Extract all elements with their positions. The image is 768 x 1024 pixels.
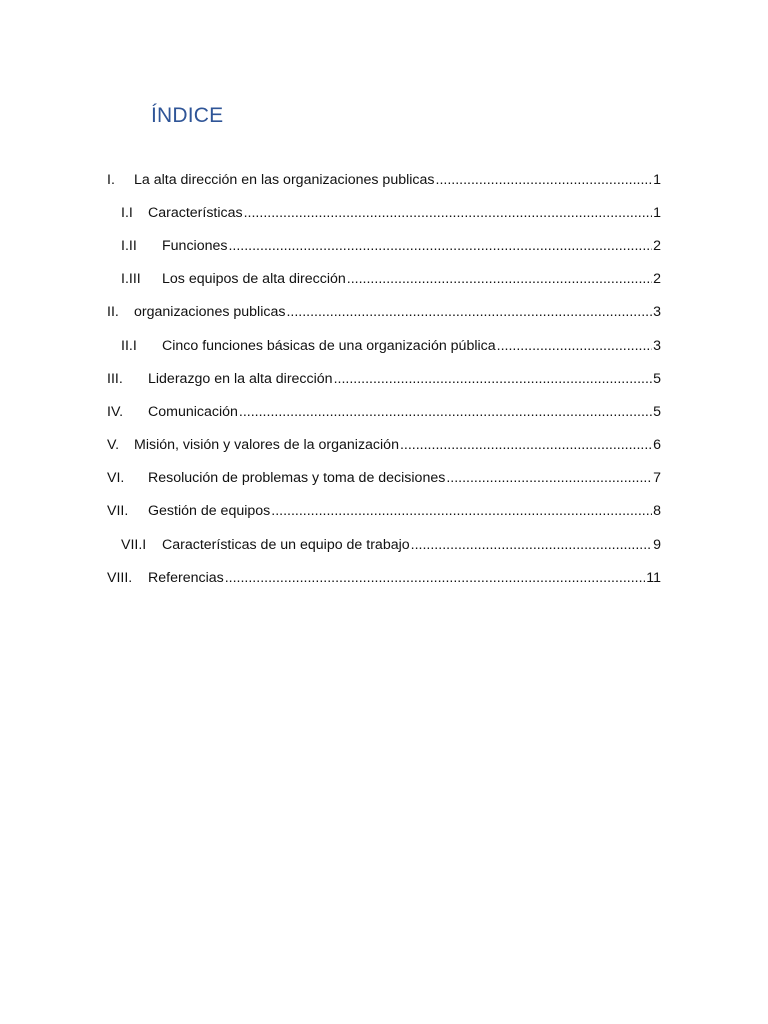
toc-entry-number: VII. xyxy=(107,503,129,519)
toc-entry-page: 6 xyxy=(653,437,661,453)
toc-entry[interactable] xyxy=(121,269,661,289)
toc-dot-leader xyxy=(446,468,652,488)
toc-entry-page: 8 xyxy=(653,503,661,519)
toc-dot-leader xyxy=(400,435,652,455)
toc-entry-number: IV. xyxy=(107,404,124,420)
toc-dot-leader xyxy=(334,369,653,389)
toc-entry[interactable] xyxy=(107,435,661,455)
toc-entry[interactable] xyxy=(107,501,661,521)
toc-entry[interactable] xyxy=(107,369,661,389)
toc-dot-leader xyxy=(347,269,652,289)
toc-entry-number: II.I xyxy=(121,338,137,354)
toc-title: ÍNDICE xyxy=(151,104,224,127)
toc-entry-label: Cinco funciones básicas de una organización pública xyxy=(162,338,496,354)
toc-entry-number: I. xyxy=(107,172,115,188)
toc-entry-label: Referencias xyxy=(148,570,224,586)
toc-entry-label: Funciones xyxy=(162,238,228,254)
toc-entry[interactable] xyxy=(121,535,661,555)
toc-dot-leader xyxy=(244,203,653,223)
toc-entry-label: Gestión de equipos xyxy=(148,503,271,519)
toc-entry-label: La alta dirección en las organizaciones publicas xyxy=(134,172,435,188)
toc-dot-leader xyxy=(497,336,652,356)
toc-entry-page: 1 xyxy=(653,205,661,221)
toc-entry[interactable] xyxy=(107,468,661,488)
toc-entry-label: Comunicación xyxy=(148,404,238,420)
toc-entry-label: organizaciones publicas xyxy=(134,304,286,320)
toc-entry-label: Liderazgo en la alta dirección xyxy=(148,371,333,387)
toc-dot-leader xyxy=(225,568,646,588)
toc-dot-leader xyxy=(239,402,652,422)
toc-dot-leader xyxy=(436,170,653,190)
toc-dot-leader xyxy=(286,302,652,322)
toc-entry-number: I.I xyxy=(121,205,133,221)
toc-dot-leader xyxy=(271,501,652,521)
toc-entry-number: VIII. xyxy=(107,570,133,586)
toc-entry-page: 1 xyxy=(653,172,661,188)
toc-entry-number: II. xyxy=(107,304,119,320)
toc-entry-number: VI. xyxy=(107,470,125,486)
toc-entry[interactable] xyxy=(107,402,661,422)
toc-entry-number: I.II xyxy=(121,238,137,254)
toc-entry-page: 3 xyxy=(653,338,661,354)
toc-entry[interactable] xyxy=(107,568,661,588)
toc-entry-number: V. xyxy=(107,437,120,453)
toc-entry-page: 5 xyxy=(653,371,661,387)
toc-dot-leader xyxy=(228,236,652,256)
toc-entry-number: VII.I xyxy=(121,537,147,553)
toc-entry[interactable] xyxy=(121,336,661,356)
toc-entry-number: I.III xyxy=(121,271,141,287)
toc-entry-label: Resolución de problemas y toma de decisiones xyxy=(148,470,446,486)
toc-entry-page: 11 xyxy=(646,570,661,586)
toc-entry-number: III. xyxy=(107,371,123,387)
toc-dot-leader xyxy=(411,535,652,555)
toc-entry-label: Los equipos de alta dirección xyxy=(162,271,346,287)
toc-entry-page: 2 xyxy=(653,271,661,287)
toc-entry[interactable] xyxy=(107,170,661,190)
toc-entry-page: 2 xyxy=(653,238,661,254)
toc-entry-label: Misión, visión y valores de la organización xyxy=(134,437,399,453)
toc-entry-page: 5 xyxy=(653,404,661,420)
toc-entry[interactable] xyxy=(107,302,661,322)
toc-entry-label: Características de un equipo de trabajo xyxy=(162,537,410,553)
toc-entry-label: Características xyxy=(148,205,243,221)
toc-entry-page: 9 xyxy=(653,537,661,553)
toc-entry[interactable] xyxy=(121,203,661,223)
toc-entry[interactable] xyxy=(121,236,661,256)
toc-entry-page: 7 xyxy=(653,470,661,486)
toc-entry-page: 3 xyxy=(653,304,661,320)
